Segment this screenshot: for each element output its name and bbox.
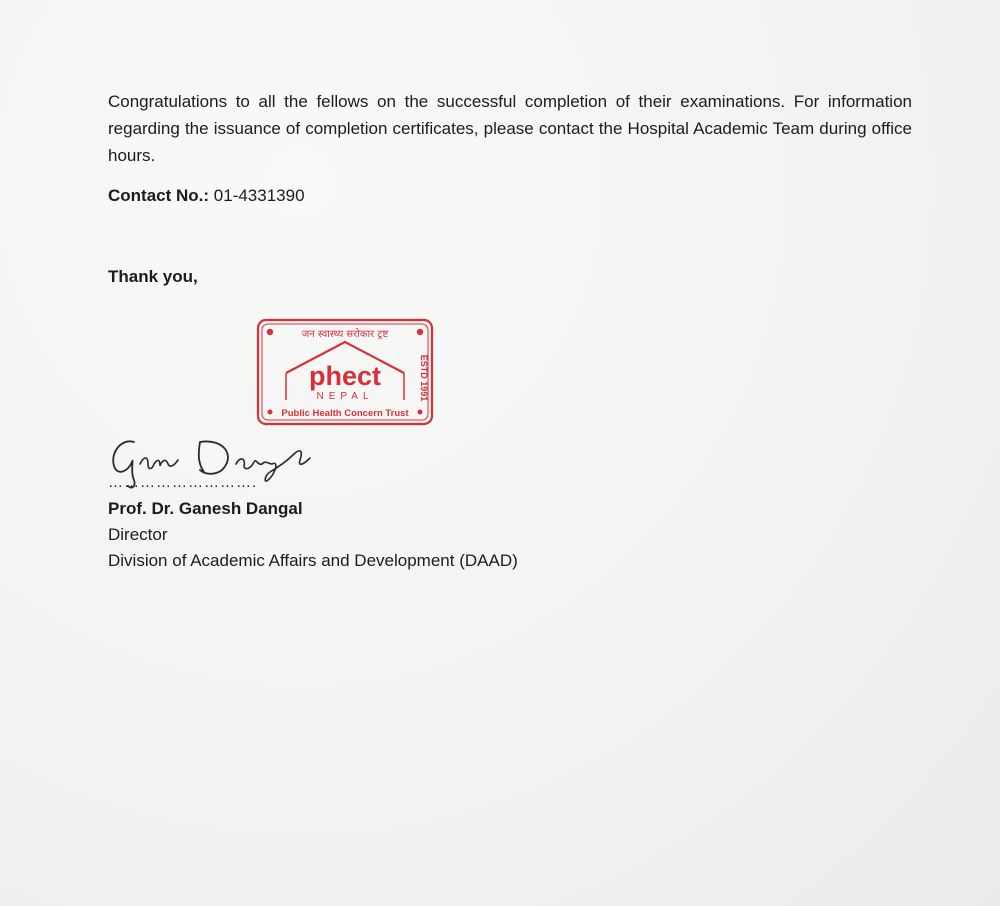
contact-line [108, 184, 305, 208]
signatory-title: Director [108, 525, 168, 544]
organization-stamp [256, 318, 434, 426]
signatory-block [108, 496, 518, 574]
stamp-sub-text: NEPAL [316, 391, 374, 402]
signatory-name: Prof. Dr. Ganesh Dangal [108, 499, 303, 518]
stamp-side-text: ESTD 1991 [419, 354, 429, 402]
stamp-bottom-text: Public Health Concern Trust [281, 408, 409, 419]
stamp-logo-text: phect [308, 361, 382, 391]
closing-text: Thank you, [108, 267, 198, 286]
letter-body: Congratulations to all the fellows on the successful completion of their examinations. For information regarding the issuance of completion certificates, please contact the Hospital Academic Team during office hours. [108, 92, 912, 165]
signatory-division: Division of Academic Affairs and Development (DAAD) [108, 551, 518, 570]
stamp-top-text: जन स्वास्थ्य सरोकार ट्रष्ट [301, 329, 389, 340]
contact-label: Contact No.: [108, 186, 210, 205]
signature-line: ………………………. [108, 474, 258, 491]
contact-number: 01-4331390 [213, 186, 305, 205]
